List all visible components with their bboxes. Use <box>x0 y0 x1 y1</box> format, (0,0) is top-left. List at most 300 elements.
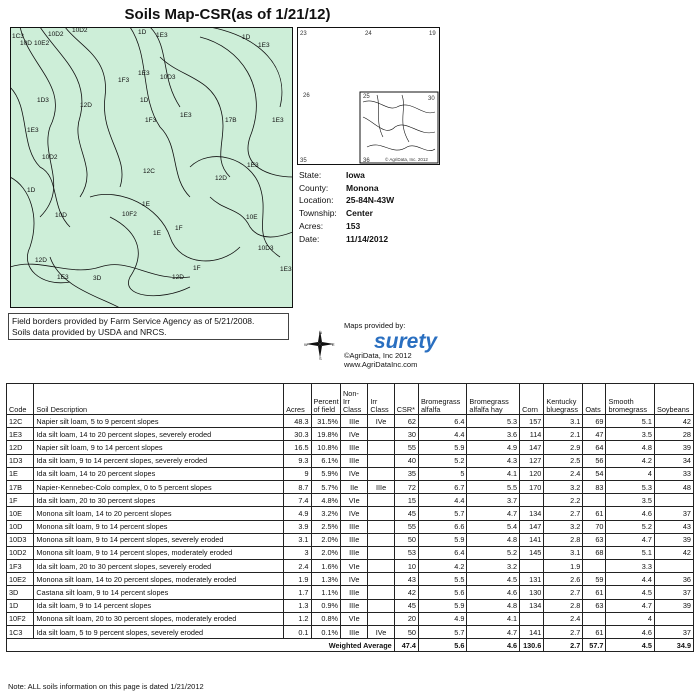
table-cell: 2.2 <box>544 494 583 507</box>
table-cell: 61 <box>583 586 606 599</box>
table-cell: 0.1% <box>311 626 341 639</box>
table-cell: 2.6 <box>544 573 583 586</box>
table-cell: 2.7 <box>544 507 583 520</box>
table-cell: 62 <box>394 415 418 428</box>
table-cell: 0.9% <box>311 599 341 612</box>
table-cell: 141 <box>520 626 544 639</box>
table-cell: IIIe <box>341 533 368 546</box>
table-cell: 4.4 <box>606 573 654 586</box>
table-cell: 9 <box>284 467 311 480</box>
table-cell: 50 <box>394 626 418 639</box>
table-cell: IIIe <box>341 520 368 533</box>
table-cell: 3.1 <box>284 533 311 546</box>
table-cell: 55 <box>394 441 418 454</box>
table-cell: 9.3 <box>284 454 311 467</box>
table-cell: 2.7 <box>544 639 583 652</box>
map-label: 1E <box>153 230 161 237</box>
table-cell: 61 <box>583 626 606 639</box>
table-cell: 43 <box>654 520 693 533</box>
table-cell <box>654 560 693 573</box>
table-cell: 4.7 <box>606 533 654 546</box>
table-cell: 2.9 <box>544 441 583 454</box>
table-row <box>7 454 694 467</box>
footnote: Note: ALL soils information on this page is dated 1/21/2012 <box>8 682 204 691</box>
table-cell: 42 <box>654 415 693 428</box>
table-cell: 7.4 <box>284 494 311 507</box>
table-cell: 34.9 <box>654 639 693 652</box>
table-cell: 1E <box>7 467 34 480</box>
table-cell: 3.6 <box>467 428 520 441</box>
table-cell: 3 <box>284 546 311 559</box>
map-label: 3D <box>93 275 102 282</box>
table-cell: 4.8 <box>467 599 520 612</box>
inset-label: 30 <box>428 96 435 102</box>
table-cell <box>520 560 544 573</box>
table-cell: 2.8 <box>544 533 583 546</box>
table-cell <box>520 612 544 625</box>
svg-text:N: N <box>319 330 322 335</box>
table-cell: IVe <box>341 428 368 441</box>
table-cell: Napier silt loam, 5 to 9 percent slopes <box>34 415 284 428</box>
map-label: 1F <box>193 265 201 272</box>
table-cell: Ida silt loam, 9 to 14 percent slopes, severely eroded <box>34 454 284 467</box>
table-cell: 5.9 <box>418 441 466 454</box>
map-label: 12D <box>215 175 227 182</box>
table-cell: 3.5 <box>606 494 654 507</box>
table-cell: 4.8 <box>606 441 654 454</box>
svg-text:E: E <box>332 342 335 347</box>
table-row <box>7 586 694 599</box>
weighted-average-row <box>7 639 694 652</box>
table-cell: Ida silt loam, 20 to 30 percent slopes, severely eroded <box>34 560 284 573</box>
table-cell: 4.4 <box>418 494 466 507</box>
map-label: 1D <box>140 97 149 104</box>
table-cell: 4.7 <box>467 507 520 520</box>
map-label: 17B <box>225 117 237 124</box>
table-cell: 2.7 <box>544 626 583 639</box>
table-cell: 39 <box>654 599 693 612</box>
table-cell: 5.1 <box>606 415 654 428</box>
table-cell: 17B <box>7 480 34 493</box>
table-cell: 4.1 <box>467 612 520 625</box>
table-cell: 4 <box>606 467 654 480</box>
map-label: 1E3 <box>27 127 39 134</box>
table-cell: 130 <box>520 586 544 599</box>
table-cell: Monona silt loam, 14 to 20 percent slopes <box>34 507 284 520</box>
map-label: 1F3 <box>145 117 157 124</box>
table-cell: IIIe <box>341 626 368 639</box>
table-cell: 3.2% <box>311 507 341 520</box>
table-cell: 30 <box>394 428 418 441</box>
table-cell: 5.7 <box>418 507 466 520</box>
map-label: 1E3 <box>156 32 168 39</box>
table-cell: 5.5 <box>467 480 520 493</box>
table-cell: 4.9 <box>467 441 520 454</box>
table-cell: 61 <box>583 507 606 520</box>
table-cell: Weighted Average <box>7 639 395 652</box>
table-cell: 5.6 <box>418 639 466 652</box>
table-cell: 5.2 <box>418 454 466 467</box>
table-row <box>7 507 694 520</box>
table-cell: 55 <box>394 520 418 533</box>
map-label: 10E <box>246 214 258 221</box>
table-cell: 43 <box>394 573 418 586</box>
inset-label: 23 <box>300 31 307 37</box>
table-cell: IIIe <box>341 415 368 428</box>
table-cell: 69 <box>583 415 606 428</box>
table-cell <box>368 573 394 586</box>
table-cell: 6.1% <box>311 454 341 467</box>
table-cell: 3.1 <box>544 415 583 428</box>
svg-text:W: W <box>304 342 308 347</box>
table-cell <box>368 612 394 625</box>
table-cell: 5.7% <box>311 480 341 493</box>
table-cell: 70 <box>583 520 606 533</box>
table-cell: 134 <box>520 507 544 520</box>
map-label: 10D3 <box>258 245 274 252</box>
table-cell <box>368 454 394 467</box>
table-cell: 2.5% <box>311 520 341 533</box>
table-cell: 2.4 <box>544 467 583 480</box>
table-cell: 157 <box>520 415 544 428</box>
table-cell: IIIe <box>341 586 368 599</box>
table-cell: 35 <box>394 467 418 480</box>
map-label: 1D <box>27 187 36 194</box>
table-cell: 1.9 <box>284 573 311 586</box>
map-label: 12D <box>172 274 184 281</box>
table-cell: 3.2 <box>544 520 583 533</box>
table-row <box>7 599 694 612</box>
inset-label: 24 <box>365 31 372 37</box>
table-cell: 2.1 <box>544 428 583 441</box>
table-cell: 5.5 <box>418 573 466 586</box>
table-cell: 1D <box>7 599 34 612</box>
table-cell: Napier silt loam, 9 to 14 percent slopes <box>34 441 284 454</box>
table-cell <box>583 494 606 507</box>
table-cell: 147 <box>520 441 544 454</box>
table-cell: IIIe <box>368 480 394 493</box>
table-cell: 2.8 <box>544 599 583 612</box>
table-cell: 4.4 <box>418 428 466 441</box>
table-cell <box>368 560 394 573</box>
table-cell: 63 <box>583 599 606 612</box>
table-cell: 5.9% <box>311 467 341 480</box>
table-cell <box>368 494 394 507</box>
table-cell: 170 <box>520 480 544 493</box>
map-label: 1D <box>138 29 147 36</box>
field-info: State: Iowa County: Monona Location: 25-84N-43W Township: Center Acres: 153 Date: 11/14/2012 <box>299 170 395 244</box>
table-cell: 1F <box>7 494 34 507</box>
table-cell: 36 <box>654 573 693 586</box>
table-cell: IVe <box>341 467 368 480</box>
table-cell: 1.9 <box>544 560 583 573</box>
inset-label: 36 <box>363 158 370 164</box>
table-row <box>7 612 694 625</box>
table-cell: Napier-Kennebec-Colo complex, 0 to 5 percent slopes <box>34 480 284 493</box>
table-cell: 45 <box>394 599 418 612</box>
table-cell: 5.2 <box>467 546 520 559</box>
page-title: Soils Map-CSR(as of 1/21/12) <box>124 6 331 23</box>
table-cell <box>368 520 394 533</box>
table-cell: 4.9 <box>284 507 311 520</box>
table-cell: 1C3 <box>7 626 34 639</box>
table-cell: 39 <box>654 533 693 546</box>
table-cell: 33 <box>654 467 693 480</box>
table-cell: 134 <box>520 599 544 612</box>
table-row <box>7 560 694 573</box>
table-cell: 4 <box>606 612 654 625</box>
table-cell: 1D3 <box>7 454 34 467</box>
table-cell: IIe <box>341 480 368 493</box>
table-cell: 4.6 <box>606 626 654 639</box>
map-label: 1E3 <box>272 117 284 124</box>
map-label: 1E3 <box>280 266 292 273</box>
table-cell: 3.2 <box>467 560 520 573</box>
inset-label: 25 <box>363 94 370 100</box>
table-cell: IIIe <box>341 599 368 612</box>
map-label: 1D <box>242 34 251 41</box>
section-locator-map <box>297 27 440 165</box>
table-cell: VIe <box>341 494 368 507</box>
table-cell: 10 <box>394 560 418 573</box>
table-cell: 4.5 <box>606 586 654 599</box>
table-cell <box>368 599 394 612</box>
table-cell: 2.7 <box>544 586 583 599</box>
table-cell: Ida silt loam, 14 to 20 percent slopes <box>34 467 284 480</box>
table-cell: 1.1% <box>311 586 341 599</box>
table-cell: Monona silt loam, 9 to 14 percent slopes, severely eroded <box>34 533 284 546</box>
table-cell: 4.9 <box>418 612 466 625</box>
map-label: 10D2 <box>48 31 64 38</box>
map-label: 10E2 <box>34 40 50 47</box>
table-cell: 6.4 <box>418 415 466 428</box>
table-cell: Monona silt loam, 9 to 14 percent slopes <box>34 520 284 533</box>
inset-label: 26 <box>303 93 310 99</box>
table-cell: 4.3 <box>467 454 520 467</box>
table-cell: 4.6 <box>467 639 520 652</box>
table-cell: 47.4 <box>394 639 418 652</box>
table-cell: 15 <box>394 494 418 507</box>
table-cell: 4.8% <box>311 494 341 507</box>
table-cell: IIIe <box>341 441 368 454</box>
table-cell: 3.7 <box>467 494 520 507</box>
table-cell: IVe <box>341 507 368 520</box>
table-cell: 10D3 <box>7 533 34 546</box>
table-cell: 50 <box>394 533 418 546</box>
table-cell: 42 <box>394 586 418 599</box>
table-cell: 4.6 <box>467 586 520 599</box>
table-cell: 1F3 <box>7 560 34 573</box>
table-cell: 6.7 <box>418 480 466 493</box>
table-cell: 12C <box>7 415 34 428</box>
table-cell: 3.1 <box>544 546 583 559</box>
map-label: 1F <box>175 225 183 232</box>
table-cell: 12D <box>7 441 34 454</box>
table-cell: 1E3 <box>7 428 34 441</box>
inset-label: 35 <box>300 158 307 164</box>
table-cell: 37 <box>654 626 693 639</box>
table-cell: 10.8% <box>311 441 341 454</box>
table-cell: 4.7 <box>467 626 520 639</box>
table-cell: 5.9 <box>418 599 466 612</box>
table-row <box>7 480 694 493</box>
table-cell: Ida silt loam, 14 to 20 percent slopes, severely eroded <box>34 428 284 441</box>
table-cell: 8.7 <box>284 480 311 493</box>
table-row <box>7 428 694 441</box>
table-cell: 10D2 <box>7 546 34 559</box>
table-cell: 72 <box>394 480 418 493</box>
table-row <box>7 533 694 546</box>
table-cell: Ida silt loam, 20 to 30 percent slopes <box>34 494 284 507</box>
table-cell: 54 <box>583 467 606 480</box>
map-label: 10F2 <box>122 211 137 218</box>
data-credits: Field borders provided by Farm Service Agency as of 5/21/2008. Soils data provided by USDA and NRCS. <box>8 313 289 340</box>
table-cell: 83 <box>583 480 606 493</box>
map-label: 10D <box>55 212 67 219</box>
maps-provided-label: Maps provided by: <box>344 321 406 330</box>
table-cell: 5.9 <box>418 533 466 546</box>
table-cell: 10E2 <box>7 573 34 586</box>
table-cell: IVe <box>368 415 394 428</box>
inset-label: 19 <box>429 31 436 37</box>
table-cell: 2.4 <box>544 612 583 625</box>
table-cell: 2.0% <box>311 546 341 559</box>
table-cell: 2.4 <box>284 560 311 573</box>
table-cell: 34 <box>654 454 693 467</box>
table-cell: Castana silt loam, 9 to 14 percent slopes <box>34 586 284 599</box>
table-cell <box>654 494 693 507</box>
table-cell: IVe <box>368 626 394 639</box>
table-cell: 5.2 <box>606 520 654 533</box>
table-cell: 0.1 <box>284 626 311 639</box>
map-label: 1C3 <box>12 33 24 40</box>
map-label: 12D <box>35 257 47 264</box>
table-cell: 4.7 <box>606 599 654 612</box>
table-cell: 16.5 <box>284 441 311 454</box>
svg-text:S: S <box>319 356 322 360</box>
table-cell: 4.2 <box>606 454 654 467</box>
table-row <box>7 546 694 559</box>
table-cell: 131 <box>520 573 544 586</box>
table-cell: 53 <box>394 546 418 559</box>
table-cell: Ida silt loam, 5 to 9 percent slopes, severely eroded <box>34 626 284 639</box>
table-cell: 114 <box>520 428 544 441</box>
table-cell: Monona silt loam, 20 to 30 percent slopes, moderately eroded <box>34 612 284 625</box>
table-row <box>7 415 694 428</box>
table-row <box>7 467 694 480</box>
table-cell: 64 <box>583 441 606 454</box>
map-label: 1E3 <box>57 274 69 281</box>
map-label: 1E3 <box>180 112 192 119</box>
table-cell: 3.9 <box>284 520 311 533</box>
table-cell: 4.1 <box>467 467 520 480</box>
map-label: 10D <box>20 40 32 47</box>
map-label: 10D2 <box>72 27 88 34</box>
table-cell: 63 <box>583 533 606 546</box>
table-cell: 1.3 <box>284 599 311 612</box>
table-cell <box>368 441 394 454</box>
table-cell: 4.2 <box>418 560 466 573</box>
table-cell: 5.3 <box>467 415 520 428</box>
table-cell: 3.2 <box>544 480 583 493</box>
table-cell: 40 <box>394 454 418 467</box>
table-cell: 39 <box>654 441 693 454</box>
table-cell: 3D <box>7 586 34 599</box>
table-cell: 141 <box>520 533 544 546</box>
map-label: 12D <box>80 102 92 109</box>
table-cell: 120 <box>520 467 544 480</box>
table-cell: 42 <box>654 546 693 559</box>
table-row <box>7 441 694 454</box>
table-cell: 37 <box>654 586 693 599</box>
table-cell: 45 <box>394 507 418 520</box>
table-cell: 20 <box>394 612 418 625</box>
table-cell: Monona silt loam, 9 to 14 percent slopes, moderately eroded <box>34 546 284 559</box>
agridata-credit: ©AgriData, Inc 2012 www.AgriDataInc.com <box>344 351 418 369</box>
table-cell: 0.8% <box>311 612 341 625</box>
table-cell: 4.6 <box>606 507 654 520</box>
map-label: 1D3 <box>37 97 49 104</box>
table-cell: 1.3% <box>311 573 341 586</box>
soils-map <box>10 27 293 308</box>
table-cell: 4.8 <box>467 533 520 546</box>
table-row <box>7 573 694 586</box>
table-cell: IVe <box>341 573 368 586</box>
table-cell <box>583 560 606 573</box>
map-label: 1E <box>142 201 150 208</box>
table-cell <box>654 612 693 625</box>
table-row <box>7 626 694 639</box>
table-row <box>7 520 694 533</box>
table-cell: 6.6 <box>418 520 466 533</box>
table-cell: 56 <box>583 454 606 467</box>
map-label: 1E3 <box>247 162 259 169</box>
table-cell: 68 <box>583 546 606 559</box>
table-cell: 10D <box>7 520 34 533</box>
table-cell: 47 <box>583 428 606 441</box>
table-cell: 4.5 <box>606 639 654 652</box>
map-label: 10D3 <box>160 74 176 81</box>
table-cell: 127 <box>520 454 544 467</box>
table-cell: Monona silt loam, 14 to 20 percent slopes, moderately eroded <box>34 573 284 586</box>
map-label: 1F3 <box>118 77 130 84</box>
table-cell <box>368 467 394 480</box>
inset-copyright: © AgriData, Inc. 2012 <box>385 157 428 162</box>
table-cell: 19.8% <box>311 428 341 441</box>
table-cell: 30.3 <box>284 428 311 441</box>
table-cell <box>368 546 394 559</box>
map-label: 1E3 <box>258 42 270 49</box>
table-cell: 5.7 <box>418 626 466 639</box>
table-cell: 1.2 <box>284 612 311 625</box>
map-label: 10D2 <box>42 154 58 161</box>
table-cell: 1.7 <box>284 586 311 599</box>
table-cell <box>520 494 544 507</box>
table-cell: 3.3 <box>606 560 654 573</box>
table-cell: 5.4 <box>467 520 520 533</box>
table-cell: 10E <box>7 507 34 520</box>
table-cell: 5.1 <box>606 546 654 559</box>
table-cell: 48 <box>654 480 693 493</box>
soils-table <box>6 383 694 652</box>
table-cell: 147 <box>520 520 544 533</box>
table-cell: 6.4 <box>418 546 466 559</box>
table-header-row: Code Soil Description Acres Percent of field Non-Irr Class Irr Class CSR* Bromegrass alfalfa Bromegrass alfalfa hay Corn Kentucky bluegrass Oats Smooth bromegrass Soybeans <box>7 384 694 415</box>
surety-logo: surety <box>374 330 438 353</box>
table-cell: VIe <box>341 560 368 573</box>
table-cell: 2.0% <box>311 533 341 546</box>
table-cell: IIIe <box>341 454 368 467</box>
